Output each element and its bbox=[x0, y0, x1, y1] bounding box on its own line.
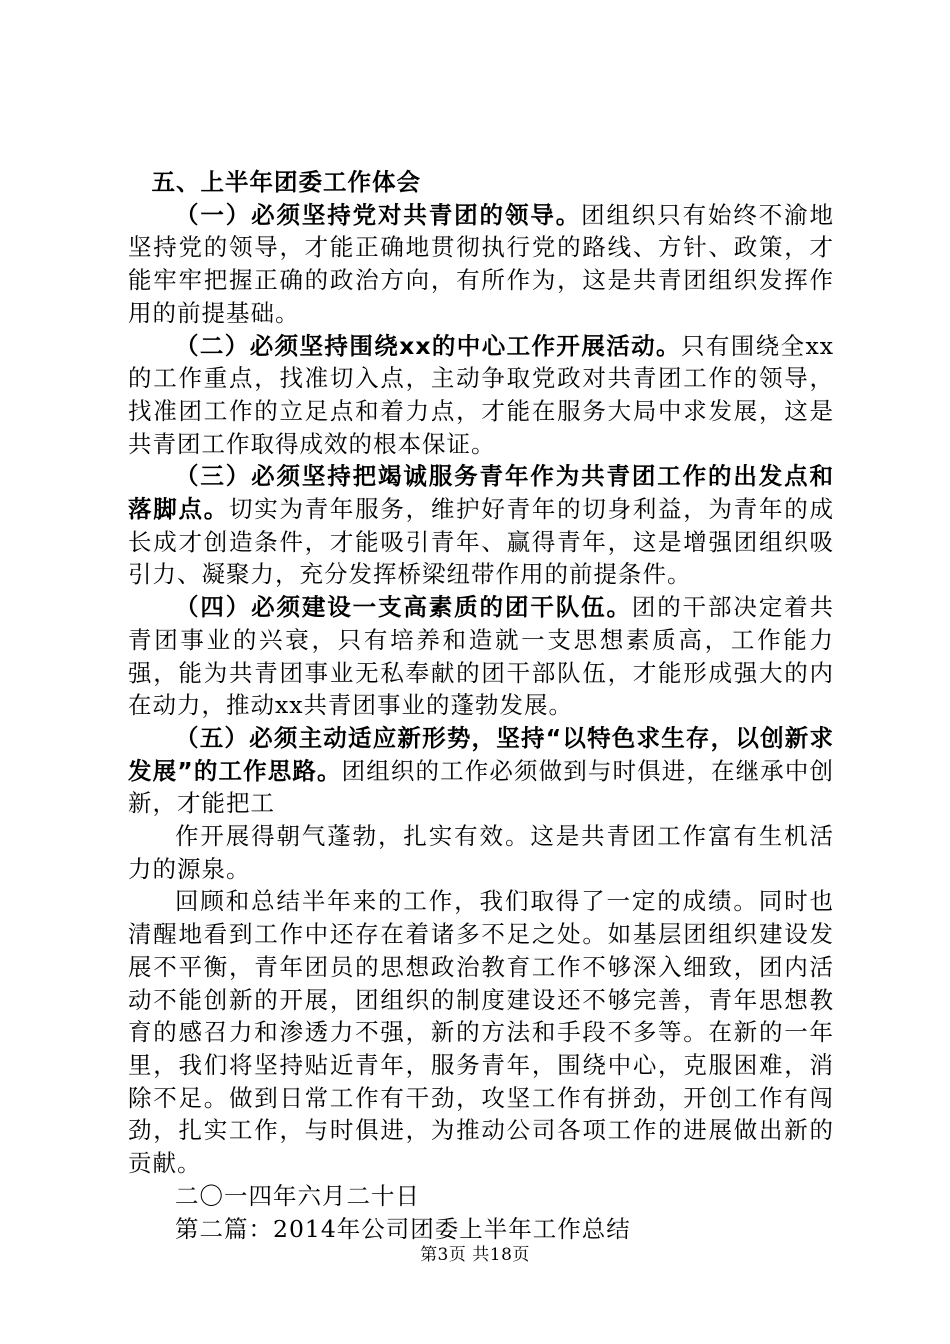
page-footer: 第3页 共18页 bbox=[420, 1245, 530, 1265]
paragraph-text: 团组织只有始终不渝地坚持党的领导，才能正确地贯彻执行党的路线、方针、政策，才能牢牢把握正确的政治方向，有所作为，这是共青团组织发挥作用的前提基础。 bbox=[128, 200, 835, 327]
paragraph-5 bbox=[128, 722, 834, 820]
paragraph-text: 团组织的工作必须做到与时俱进，在继承中创新，才能把工 bbox=[128, 756, 835, 818]
paragraph-lead: （二）必须坚持围绕xx的中心工作开展活动。 bbox=[175, 331, 681, 360]
paragraph-text: 切实为青年服务，维护好青年的切身利益，为青年的成长成才创造条件，才能吸引青年、赢得青年，这是增强团组织吸引力、凝聚力，充分发挥桥梁纽带作用的前提条件。 bbox=[128, 495, 835, 589]
paragraph-text: 只有围绕全xx的工作重点，找准切入点，主动争取党政对共青团工作的领导，找准团工作的立足点和着力点，才能在服务大局中求发展，这是共青团工作取得成效的根本保证。 bbox=[128, 331, 834, 458]
paragraph-lead: （三）必须坚持把竭诚服务青年作为共青团工作的出发点和落脚点。 bbox=[128, 462, 834, 524]
paragraph-4 bbox=[128, 591, 834, 722]
section-heading: 五、上半年团委工作体会 bbox=[151, 168, 421, 196]
paragraph-lead: （五）必须主动适应新形势，坚持“以特色求生存，以创新求发展”的工作思路。 bbox=[128, 723, 834, 785]
paragraph-3 bbox=[128, 460, 834, 591]
paragraph-text: 团的干部决定着共青团事业的兴衰，只有培养和造就一支思想素质高，工作能力强，能为共青团事业无私奉献的团干部队伍，才能形成强大的内在动力，推动xx共青团事业的蓬勃发展。 bbox=[128, 593, 835, 720]
paragraph-2 bbox=[128, 330, 834, 461]
paragraph-lead: （四）必须建设一支高素质的团干队伍。 bbox=[175, 593, 632, 622]
document-date: 二〇一四年六月二十日 bbox=[175, 1181, 420, 1210]
paragraph-lead: （一）必须坚持党对共青团的领导。 bbox=[175, 200, 582, 229]
continuation-paragraph: 作开展得朝气蓬勃，扎实有效。这是共青团工作富有生机活力的源泉。 bbox=[128, 822, 834, 883]
review-paragraph: 回顾和总结半年来的工作，我们取得了一定的成绩。同时也清醒地看到工作中还存在着诸多不足之处。如基层团组织建设发展不平衡，青年团员的思想政治教育工作不够深入细致，团内活动不能创新的开展，团组织的制度建设还不够完善，青年思想教育的感召力和渗透力不强，新的方法和手段不多等。在新的一年里，我们将坚持贴近青年，服务青年，围绕中心，克服困难，消除不足。做到日常工作有干劲，攻坚工作有拼劲，开创工作有闯劲，扎实工作，与时俱进，为推动公司各项工作的进展做出新的贡献。 bbox=[128, 887, 834, 1178]
document-body bbox=[128, 166, 834, 1245]
paragraph-1 bbox=[128, 199, 834, 330]
next-section-title: 第二篇：2014年公司团委上半年工作总结 bbox=[175, 1214, 631, 1243]
